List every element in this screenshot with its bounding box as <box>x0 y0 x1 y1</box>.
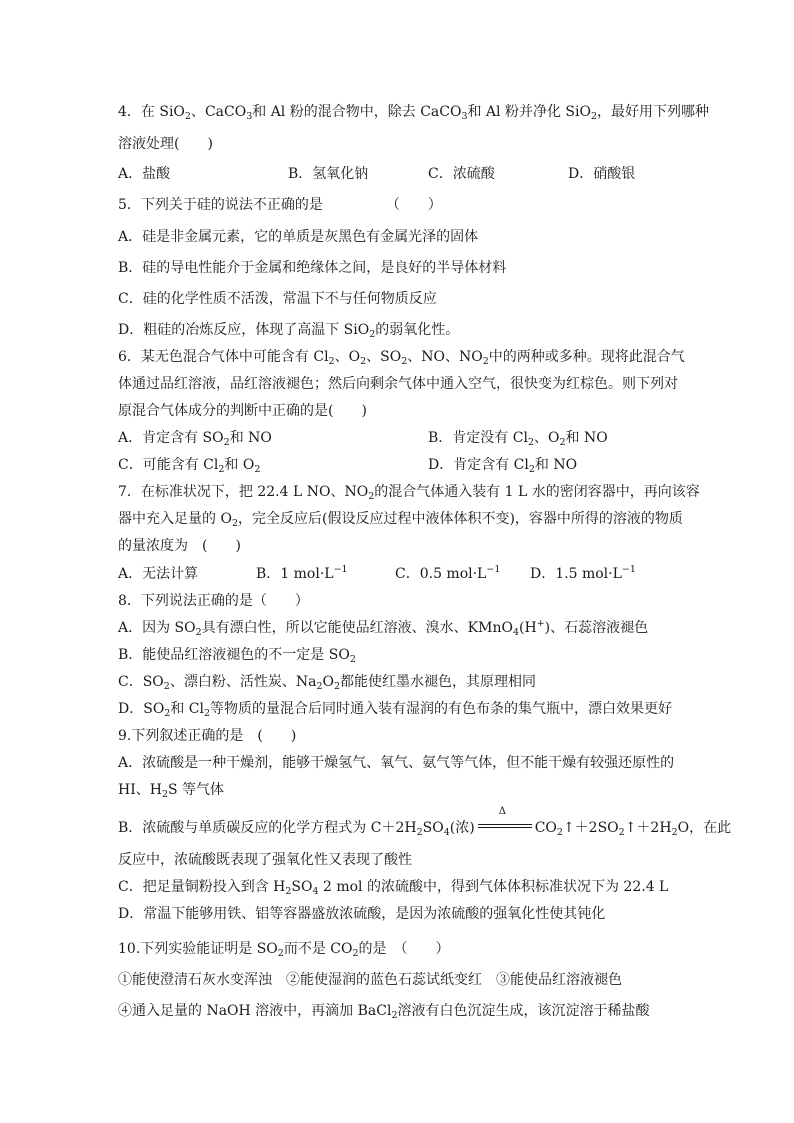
q6-option-c: C．可能含有 $Cl_2$和 $O_2$ <box>118 457 261 475</box>
q9-option-b-line1: B．浓硫酸与单质碳反应的化学方程式为 $C+2H_2SO_4$(浓) Δ $CO_2↑+2SO_2↑+2H_2O$，在此 <box>118 806 732 838</box>
q6-option-d: D．肯定含有 $Cl_2$和 NO <box>428 457 578 475</box>
q4-option-c: C．浓硫酸 <box>428 166 495 182</box>
q6-stem-line3: 原混合气体成分的判断中正确的是( ) <box>118 403 367 419</box>
q10-stem: 10.下列实验能证明是 $SO_2$而不是 $CO_2$的是 （ ） <box>118 941 450 959</box>
heating-condition-arrow <box>475 806 535 834</box>
q5-option-a: A．硅是非金属元素，它的单质是灰黑色有金属光泽的固体 <box>118 229 479 245</box>
q8-option-a: A．因为 $SO_2$具有漂白性，所以它能使品红溶液、溴水、KMnO$_4$(H+)、石蕊溶液褪色 <box>118 618 649 638</box>
q7-option-b: B．1 $mol\cdot L^{-1}$ <box>256 564 348 582</box>
q9-option-a-line2: HI、$H_2S$ 等气体 <box>118 782 225 800</box>
q10-items-line1: ①能使澄清石灰水变浑浊 ②能使湿润的蓝色石蕊试纸变红 ③能使品红溶液褪色 <box>118 972 622 988</box>
q4-option-d: D．硝酸银 <box>568 166 636 182</box>
q8-option-d: D．$SO_2$和 $Cl_2$等物质的量混合后同时通入装有湿润的有色布条的集气瓶中，漂白效果更好 <box>118 701 673 719</box>
q8-option-b: B．能使品红溶液褪色的不一定是 $SO_2$ <box>118 647 356 665</box>
q4-option-a: A．盐酸 <box>118 166 171 182</box>
q7-option-c: C．0.5 $mol\cdot L^{-1}$ <box>395 564 501 582</box>
q4-stem-line1: 4．在 SiO$_2$、CaCO$_3$和 Al 粉的混合物中，除去 CaCO$_3$和 Al 粉并净化 SiO$_2$，最好用下列哪种 <box>118 104 710 122</box>
q6-stem-line1: 6．某无色混合气体中可能含有 $Cl_2$、$O_2$、$SO_2$、NO、$NO_2$中的两种或多种。现将此混合气 <box>118 349 685 367</box>
q8-option-c: C．$SO_2$、漂白粉、活性炭、$Na_2O_2$都能使红墨水褪色，其原理相同 <box>118 674 537 692</box>
q7-stem-line1: 7．在标准状况下，把 22.4 L NO、$NO_2$的混合气体通入装有 1 L 水的密闭容器中，再向该容 <box>118 484 700 502</box>
q7-option-d: D．1.5 $mol\cdot L^{-1}$ <box>530 564 636 582</box>
q10-items-line2: ④通入足量的 NaOH 溶液中，再滴加 BaCl$_2$溶液有白色沉淀生成，该沉淀溶于稀盐酸 <box>118 1003 650 1021</box>
delta-symbol: Δ <box>498 806 506 817</box>
q5-option-d: D．粗硅的冶炼反应，体现了高温下 SiO$_2$的弱氧化性。 <box>118 322 460 340</box>
q5-option-b: B．硅的导电性能介于金属和绝缘体之间，是良好的半导体材料 <box>118 260 507 276</box>
q6-option-a: A．肯定含有 $SO_2$和 NO <box>118 430 272 448</box>
q7-stem-line3: 的量浓度为 ( ) <box>118 538 241 554</box>
q9-stem: 9.下列叙述正确的是 ( ) <box>118 728 297 744</box>
q9-option-d: D．常温下能够用铁、铝等容器盛放浓硫酸，是因为浓硫酸的强氧化性使其钝化 <box>118 906 606 922</box>
q5-option-c: C．硅的化学性质不活泼，常温下不与任何物质反应 <box>118 291 437 307</box>
q5-stem: 5．下列关于硅的说法不正确的是 （ ） <box>118 197 442 213</box>
q6-option-b: B．肯定没有 $Cl_2$、$O_2$和 NO <box>428 430 608 448</box>
q6-stem-line2: 体通过品红溶液，品红溶液褪色；然后向剩余气体中通入空气，很快变为红棕色。则下列对 <box>118 376 678 392</box>
q4-stem-line2: 溶液处理( ) <box>118 136 213 152</box>
q4-option-b: B．氢氧化钠 <box>288 166 369 182</box>
q7-option-a: A．无法计算 <box>118 566 199 582</box>
q9-option-a-line1: A．浓硫酸是一种干燥剂，能够干燥氢气、氧气、氨气等气体，但不能干燥有较强还原性的 <box>118 755 675 771</box>
q9-option-c: C．把足量铜粉投入到含 $H_2SO_4$ 2 mol 的浓硫酸中，得到气体体积标准状况下为 22.4 L <box>118 879 669 897</box>
q7-stem-line2: 器中充入足量的 $O_2$，完全反应后(假设反应过程中液体体积不变)，容器中所得的溶液的物质 <box>118 511 683 529</box>
q8-stem: 8．下列说法正确的是（ ） <box>118 593 309 609</box>
q9-option-b-line2: 反应中，浓硫酸既表现了强氧化性又表现了酸性 <box>118 852 412 868</box>
